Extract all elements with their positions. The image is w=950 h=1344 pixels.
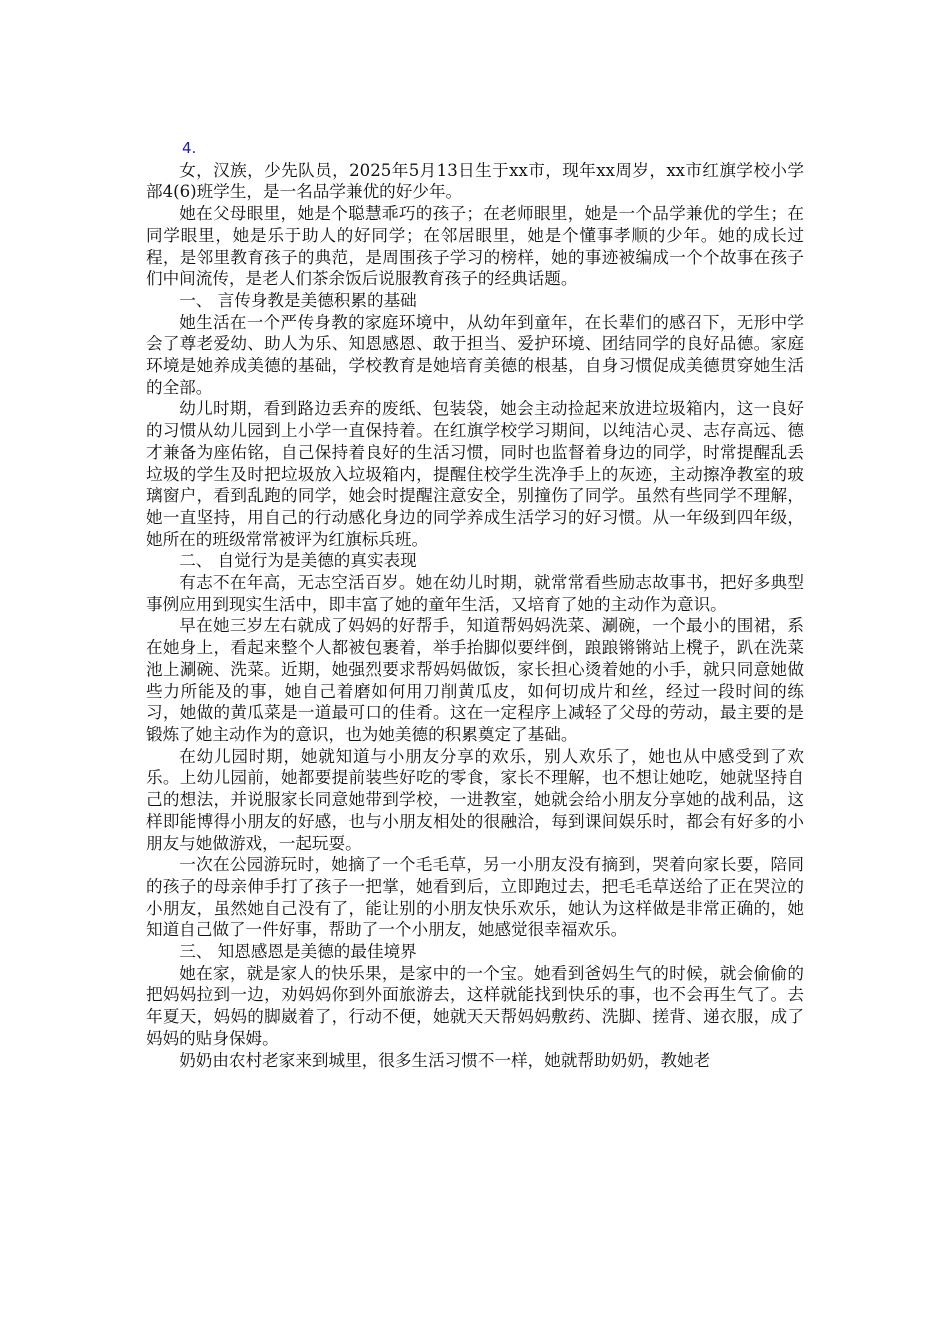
section-heading-3: 三、 知恩感恩是美德的最佳境界	[179, 942, 417, 962]
summary-paragraph: 她在父母眼里，她是个聪慧乖巧的孩子；在老师眼里，她是一个品学兼优的学生；在同学眼里，她是乐于助人的好同学；在邻居眼里，她是个懂事孝顺的少年。她的成长过程，是邻里教育孩子的典范，是周围孩子学习的榜样，她的事迹被编成一个个故事在孩子们中间流传，是老人们茶余饭后说服教育孩子的经典话题。	[146, 204, 804, 289]
section-heading-1: 一、 言传身教是美德积累的基础	[179, 290, 417, 310]
body-paragraph: 在幼儿园时期，她就知道与小朋友分享的欢乐，别人欢乐了，她也从中感受到了欢乐。上幼儿园前，她都要提前装些好吃的零食，家长不理解，也不想让她吃，她就坚持自己的想法，并说服家长同意她带到学校，一进教室，她就会给小朋友分享她的战利品，这样即能博得小朋友的好感，也与小朋友相处的很融洽，每到课间娱乐时，都会有好多的小朋友与她做游戏，一起玩耍。	[146, 746, 804, 853]
body-paragraph: 她生活在一个严传身教的家庭环境中，从幼年到童年，在长辈们的感召下，无形中学会了尊老爱幼、助人为乐、知恩感恩、敢于担当、爱护环境、团结同学的良好品德。家庭环境是她养成美德的基础，学校教育是她培育美德的根基，自身习惯促成美德贯穿她生活的全部。	[146, 312, 804, 397]
section-heading-2: 二、 自觉行为是美德的真实表现	[179, 551, 417, 571]
section-number: 4.	[182, 139, 197, 157]
body-paragraph: 她在家，就是家人的快乐果，是家中的一个宝。她看到爸妈生气的时候，就会偷偷的把妈妈拉到一边，劝妈妈你到外面旅游去，这样就能找到快乐的事，也不会再生气了。去年夏天，妈妈的脚崴着了，行动不便，她就天天帮妈妈敷药、洗脚、搓背、递衣服，成了妈妈的贴身保姆。	[146, 963, 804, 1048]
body-paragraph: 有志不在年高，无志空活百岁。她在幼儿时期，就常常看些励志故事书，把好多典型事例应用到现实生活中，即丰富了她的童年生活，又培育了她的主动作为意识。	[146, 573, 804, 614]
intro-paragraph: 女，汉族，少先队员，2025年5月13日生于xx市，现年xx周岁，xx市红旗学校小学部4(6)班学生，是一名品学兼优的好少年。	[146, 160, 804, 202]
body-paragraph: 幼儿时期，看到路边丢弃的废纸、包装袋，她会主动捡起来放进垃圾箱内，这一良好的习惯从幼儿园到上小学一直保持着。在红旗学校学习期间，以纯洁心灵、志存高远、德才兼备为座佑铭，自己保持着良好的生活习惯，同时也监督着身边的同学，时常提醒乱丢垃圾的学生及时把垃圾放入垃圾箱内，提醒住校学生洗净手上的灰迹，主动擦净教室的玻璃窗户，看到乱跑的同学，她会时提醒注意安全，别撞伤了同学。虽然有些同学不理解，她一直坚持，用自己的行动感化身边的同学养成生活学习的好习惯。从一年级到四年级，她所在的班级常常被评为红旗标兵班。	[146, 399, 804, 549]
body-paragraph: 早在她三岁左右就成了妈妈的好帮手，知道帮妈妈洗菜、涮碗，一个最小的围裙，系在她身上，看起来整个人都被包裹着，举手抬脚似要绊倒，踉踉锵锵站上櫈子，趴在洗菜池上涮碗、洗菜。近期，她强烈要求帮妈妈做饭，家长担心烫着她的小手，就只同意她做些力所能及的事，她自己着磨如何用刀削黄瓜皮，如何切成片和丝，经过一段时间的练习，她做的黄瓜菜是一道最可口的佳肴。这在一定程序上减轻了父母的劳动，最主要的是锻炼了她主动作为的意识，也为她美德的积累奠定了基础。	[146, 616, 804, 744]
body-paragraph: 奶奶由农村老家来到城里，很多生活习惯不一样，她就帮助奶奶，教她老	[179, 1050, 711, 1070]
document-page	[146, 138, 804, 1071]
body-paragraph: 一次在公园游玩时，她摘了一个毛毛草，另一小朋友没有摘到，哭着向家长要，陪同的孩子的母亲伸手打了孩子一把掌，她看到后，立即跑过去，把毛毛草送给了正在哭泣的小朋友，虽然她自己没有了，能让别的小朋友快乐欢乐，她认为这样做是非常正确的，她知道自己做了一件好事，帮助了一个小朋友，她感觉很幸福欢乐。	[146, 855, 804, 940]
